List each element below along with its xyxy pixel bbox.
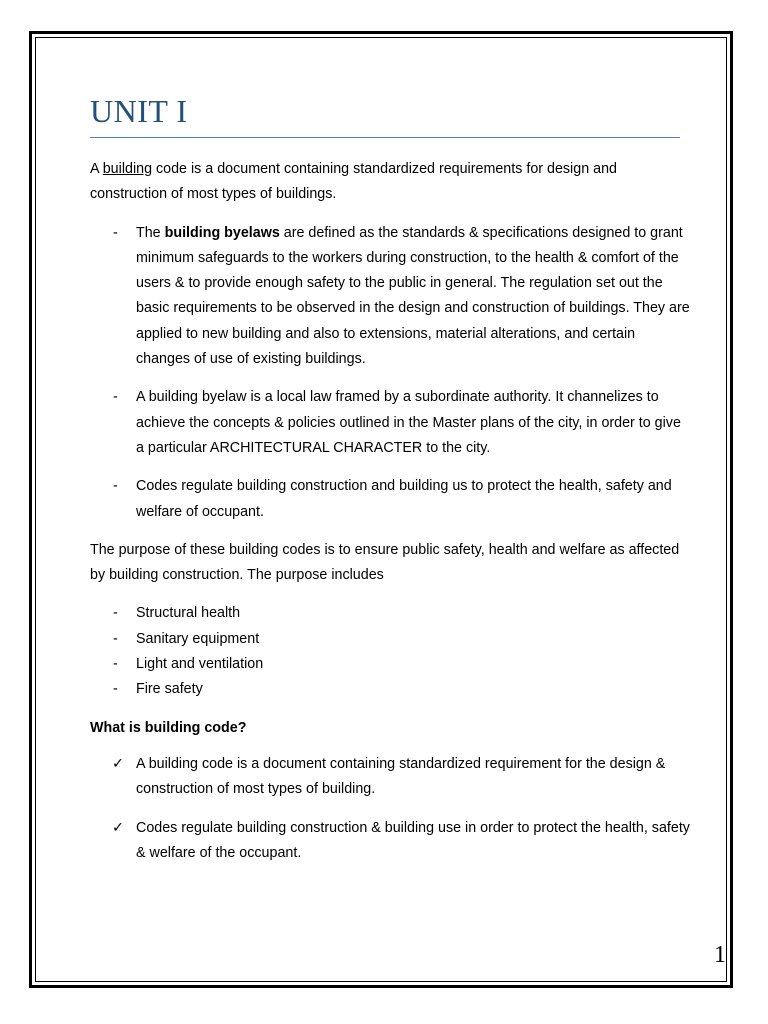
page-number: 1: [714, 942, 726, 968]
list-item: [90, 816, 690, 867]
list-item: [90, 385, 690, 461]
purpose-item-text: Structural health: [136, 605, 241, 622]
purpose-item-text: Sanitary equipment: [136, 630, 260, 647]
point-text: Codes regulate building construction and building us to protect the health, safety and welfare of occupant.: [136, 478, 672, 520]
list-item: [90, 677, 690, 702]
answer-text: A building code is a document containing standardized requirement for the design & construction of most types of building.: [136, 755, 666, 798]
purpose-item-text: Light and ventilation: [136, 656, 264, 673]
point-text: are defined as the standards & specifications designed to grant minimum safeguards to the workers during construction, to the health & comfort of the users & to provide enough safety to the public in general. The regulation set out the basic requirements to be observed in the design and construction of buildings. They are applied to new building and also to extensions, material alterations, and certain changes of use of existing buildings.: [136, 224, 690, 368]
dash-bullet: -: [113, 389, 118, 406]
byelaw-points-list: [90, 221, 690, 525]
answer-text: Codes regulate building construction & building use in order to protect the health, safety & welfare of the occupant.: [136, 819, 690, 861]
purpose-item-text: Fire safety: [136, 681, 203, 698]
document-body: [90, 157, 690, 879]
list-item: [90, 601, 690, 626]
section-heading: What is building code?: [90, 719, 247, 736]
purpose-paragraph: The purpose of these building codes is to ensure public safety, health and welfare as affected by building construction. The purpose includes: [90, 541, 680, 584]
list-item: [90, 474, 690, 525]
point-text: A building byelaw is a local law framed by a subordinate authority. It channelizes to achieve the concepts & policies outlined in the Master plans of the city, in order to give a particular ARCHITECTURAL CHARACTER to the city.: [136, 389, 681, 456]
dash-bullet: -: [113, 630, 118, 647]
point-prefix: The: [136, 224, 165, 241]
answer-list: [90, 752, 690, 866]
building-link[interactable]: building: [102, 161, 153, 177]
intro-suffix: code is a document containing standardized requirements for design and construction of most types of buildings.: [90, 161, 617, 203]
list-item: [90, 752, 690, 803]
dash-bullet: -: [113, 681, 118, 698]
checkmark-icon: ✓: [112, 819, 124, 836]
dash-bullet: -: [113, 656, 118, 673]
point-bold-term: building byelaws: [164, 224, 280, 241]
dash-bullet: -: [113, 478, 118, 495]
title-underline-rule: [90, 137, 680, 138]
dash-bullet: -: [113, 605, 118, 622]
list-item: [90, 627, 690, 652]
list-item: [90, 652, 690, 677]
checkmark-icon: ✓: [112, 755, 124, 772]
intro-paragraph: [90, 157, 690, 208]
list-item: [90, 221, 690, 373]
dash-bullet: -: [113, 224, 118, 241]
page-title: UNIT I: [90, 93, 188, 129]
purpose-list: [90, 601, 690, 702]
intro-prefix: A: [90, 161, 103, 177]
